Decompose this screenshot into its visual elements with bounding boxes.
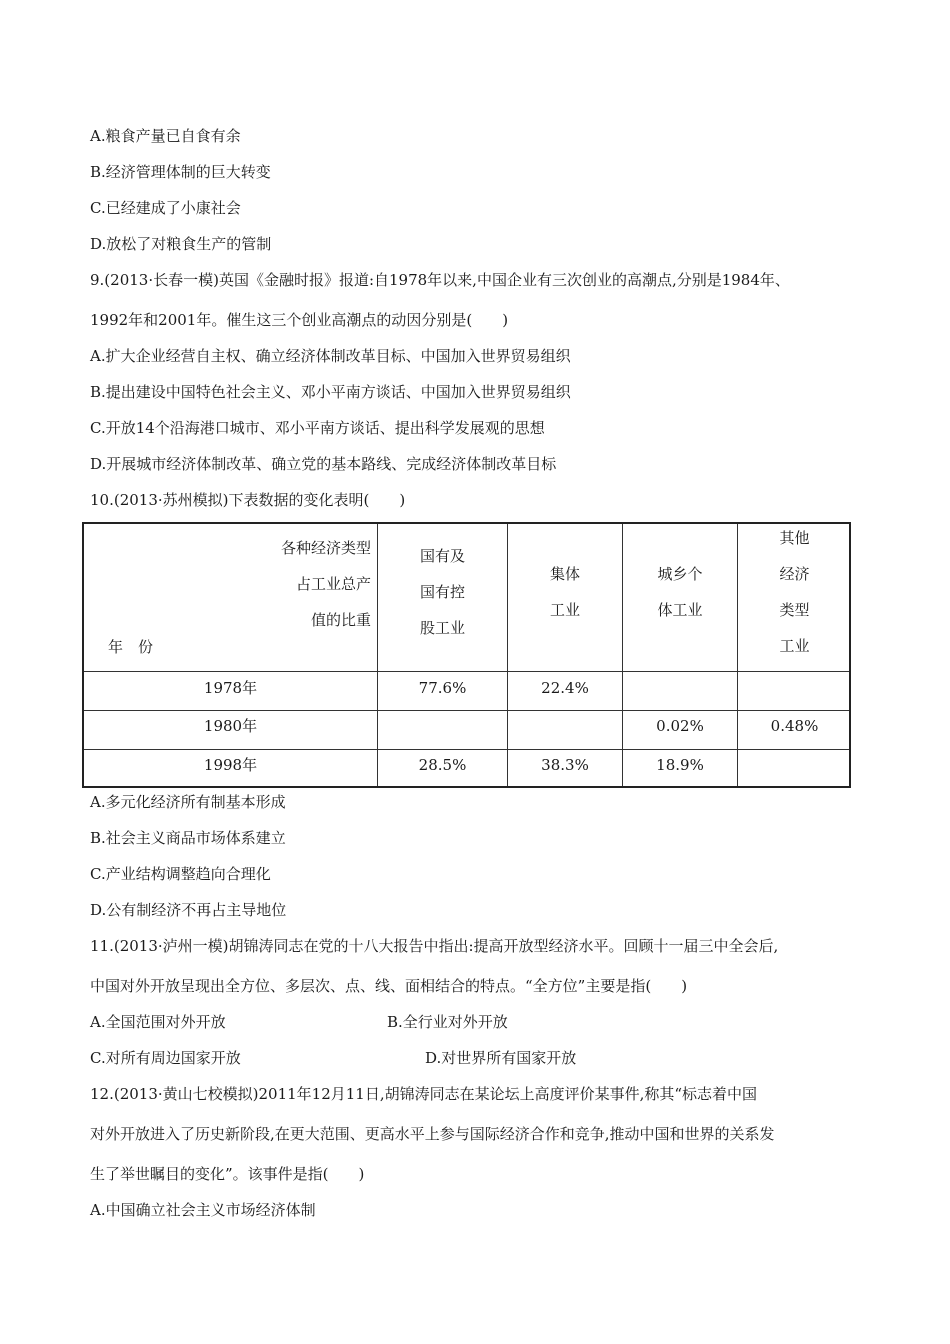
q9-stem-line2: 1992年和2001年。催生这三个创业高潮点的动因分别是( ) [90, 311, 509, 329]
q12-stem-line2: 对外开放进入了历史新阶段,在更大范围、更高水平上参与国际经济合作和竞争,推动中国和世界的关系发 [90, 1125, 775, 1143]
q12-stem-line1: 12.(2013·黄山七校模拟)2011年12月11日,胡锦涛同志在某论坛上高度评价某事件,称其“标志着中国 [90, 1085, 758, 1103]
corner-line-2: 占工业总产 [295, 575, 371, 593]
q11-option-a: A.全国范围对外开放 [90, 1013, 226, 1031]
q8-option-a: A.粮食产量已自食有余 [90, 127, 241, 145]
q10-option-c: C.产业结构调整趋向合理化 [90, 865, 271, 883]
row-1980-year: 1980年 [203, 717, 258, 735]
col4-line-3: 类型 [779, 601, 810, 619]
col-header-individual [623, 556, 737, 628]
row-1978-state: 77.6% [418, 679, 467, 697]
q10-stem: 10.(2013·苏州模拟)下表数据的变化表明( ) [90, 491, 406, 509]
q10-option-d: D.公有制经济不再占主导地位 [90, 901, 287, 919]
q11-option-d: D.对世界所有国家开放 [425, 1049, 577, 1067]
q9-option-d: D.开展城市经济体制改革、确立党的基本路线、完成经济体制改革目标 [90, 455, 557, 473]
col3-line-1: 城乡个 [657, 565, 703, 583]
corner-row-label: 年 份 [108, 638, 154, 656]
corner-line-1: 各种经济类型 [280, 539, 371, 557]
row-1998-year: 1998年 [203, 756, 258, 774]
q10-data-table [82, 522, 851, 788]
q12-option-a: A.中国确立社会主义市场经济体制 [90, 1201, 316, 1219]
col4-line-1: 其他 [779, 529, 810, 547]
row-1998-individual: 18.9% [656, 756, 704, 774]
col1-line-3: 股工业 [419, 619, 465, 637]
q9-option-a: A.扩大企业经营自主权、确立经济体制改革目标、中国加入世界贸易组织 [90, 347, 571, 365]
col-header-state-owned [378, 538, 507, 646]
col1-line-1: 国有及 [419, 547, 465, 565]
q10-option-b: B.社会主义商品市场体系建立 [90, 829, 286, 847]
row-1998-state: 28.5% [418, 756, 467, 774]
q10-option-a: A.多元化经济所有制基本形成 [90, 793, 286, 811]
row-1980-individual: 0.02% [656, 717, 704, 735]
col2-line-1: 集体 [549, 565, 580, 583]
row-1998-collective: 38.3% [541, 756, 589, 774]
row-1978-collective: 22.4% [541, 679, 589, 697]
col4-line-2: 经济 [779, 565, 810, 583]
col1-line-2: 国有控 [419, 583, 465, 601]
q9-option-b: B.提出建设中国特色社会主义、邓小平南方谈话、中国加入世界贸易组织 [90, 383, 571, 401]
col3-line-2: 体工业 [657, 601, 703, 619]
col-header-collective [508, 556, 622, 628]
q11-stem-line2: 中国对外开放呈现出全方位、多层次、点、线、面相结合的特点。“全方位”主要是指( ) [90, 977, 688, 995]
q8-option-c: C.已经建成了小康社会 [90, 199, 241, 217]
q12-stem-line3: 生了举世瞩目的变化”。该事件是指( ) [90, 1165, 365, 1183]
col2-line-2: 工业 [549, 601, 580, 619]
row-1978-year: 1978年 [203, 679, 258, 697]
row-1980-other: 0.48% [770, 717, 819, 735]
q9-stem-line1: 9.(2013·长春一模)英国《金融时报》报道:自1978年以来,中国企业有三次创业的高潮点,分别是1984年、 [90, 271, 790, 289]
corner-line-3: 值的比重 [310, 611, 371, 629]
q11-stem-line1: 11.(2013·泸州一模)胡锦涛同志在党的十八大报告中指出:提高开放型经济水平。回顾十一届三中全会后, [90, 937, 779, 955]
q8-option-b: B.经济管理体制的巨大转变 [90, 163, 271, 181]
col4-line-4: 工业 [779, 637, 810, 655]
q8-option-d: D.放松了对粮食生产的管制 [90, 235, 272, 253]
q9-option-c: C.开放14个沿海港口城市、邓小平南方谈话、提出科学发展观的思想 [90, 419, 545, 437]
col-header-other [738, 520, 851, 664]
q11-option-b: B.全行业对外开放 [387, 1013, 508, 1031]
q11-option-c: C.对所有周边国家开放 [90, 1049, 241, 1067]
table-corner-header [84, 530, 371, 638]
